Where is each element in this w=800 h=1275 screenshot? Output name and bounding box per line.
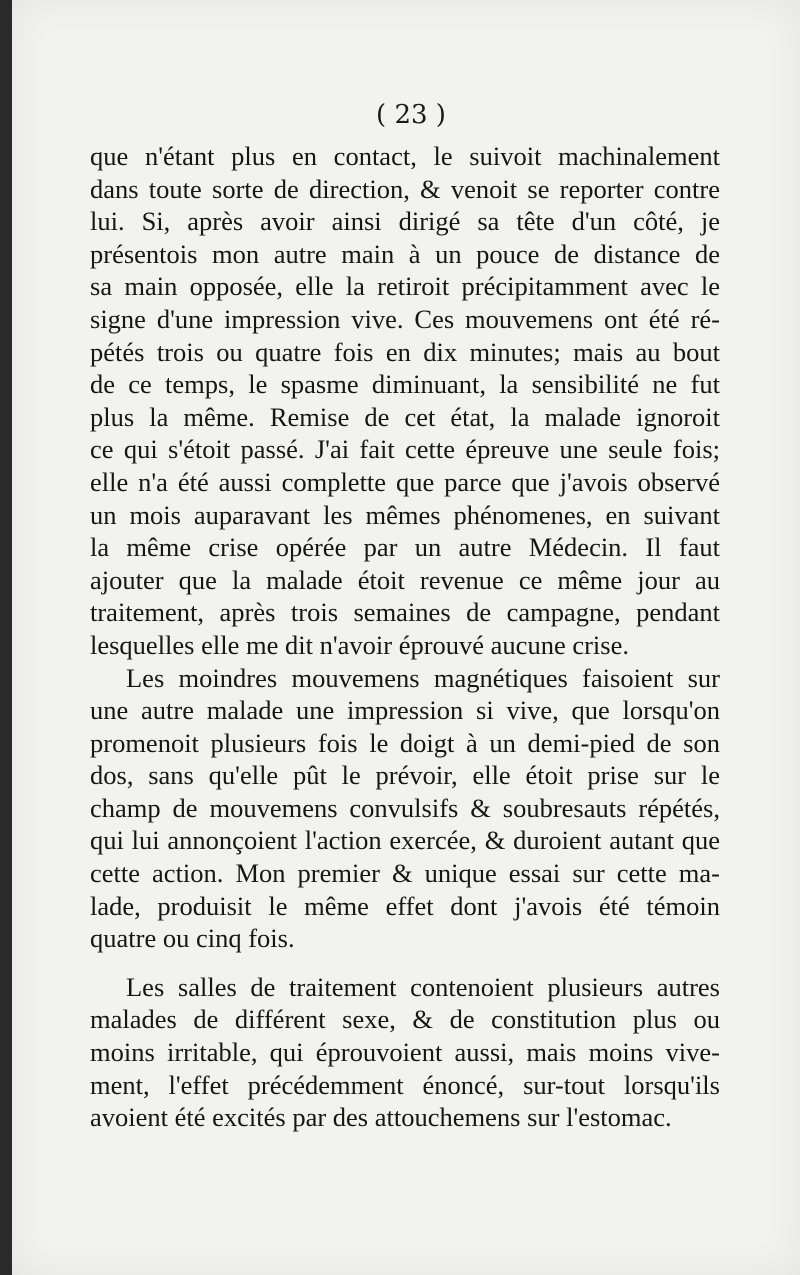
book-page [12,0,800,1275]
text-line: signe d'une impression vive. Ces mouvemens ont été ré- [90,303,720,334]
text-line: traitement, après trois semaines de campagne, pendant [90,597,720,628]
text-line: ment, l'effet précédemment énoncé, sur-tout lorsqu'ils [90,1069,720,1100]
text-line: dans toute sorte de direction, & venoit se reporter contre [90,173,720,204]
text-line: Les moindres mouvemens magnétiques faisoient sur [126,662,720,693]
paragraph-2 [90,662,720,955]
text-line: promenoit plusieurs fois le doigt à un demi-pied de son [90,727,720,758]
text-line: moins irritable, qui éprouvoient aussi, mais moins vive- [90,1037,720,1068]
paragraph-1 [90,140,720,662]
paragraph-3 [90,971,720,1134]
text-line: quatre ou cinq fois. [90,923,295,954]
paragraph-spacer [90,955,720,971]
text-line: ajouter que la malade étoit revenue ce même jour au [90,564,720,595]
text-line: présentois mon autre main à un pouce de distance de [90,238,720,269]
text-line: pétés trois ou quatre fois en dix minutes; mais au bout [90,336,720,367]
text-line: de ce temps, le spasme diminuant, la sensibilité ne fut [90,369,720,400]
text-line: Les salles de traitement contenoient plusieurs autres [126,971,720,1002]
text-line: champ de mouvemens convulsifs & soubresauts répétés, [90,792,720,823]
page-text [90,140,720,1134]
text-line: une autre malade une impression si vive, que lorsqu'on [90,695,720,726]
text-line: elle n'a été aussi complette que parce que j'avois observé [90,466,720,497]
text-line: avoient été excités par des attouchemens sur l'estomac. [90,1102,672,1133]
text-line: la même crise opérée par un autre Médecin. Il faut [90,532,720,563]
text-line: que n'étant plus en contact, le suivoit machinalement [90,141,720,171]
text-line: ce qui s'étoit passé. J'ai fait cette épreuve une seule fois; [90,434,720,465]
text-line: dos, sans qu'elle pût le prévoir, elle étoit prise sur le [90,760,720,791]
text-line: lade, produisit le même effet dont j'avois été témoin [90,890,720,921]
page-number: ( 23 ) [376,100,446,130]
text-line: qui lui annonçoient l'action exercée, & duroient autant que [90,825,720,856]
text-line: malades de différent sexe, & de constitution plus ou [90,1004,720,1035]
text-line: lui. Si, après avoir ainsi dirigé sa tête d'un côté, je [90,206,720,237]
text-line: plus la même. Remise de cet état, la malade ignoroit [90,401,720,432]
text-line: cette action. Mon premier & unique essai sur cette ma- [90,858,720,889]
text-line: lesquelles elle me dit n'avoir éprouvé aucune crise. [90,629,629,660]
text-line: sa main opposée, elle la retiroit précipitamment avec le [90,271,720,302]
text-line: un mois auparavant les mêmes phénomenes, en suivant [90,499,720,530]
